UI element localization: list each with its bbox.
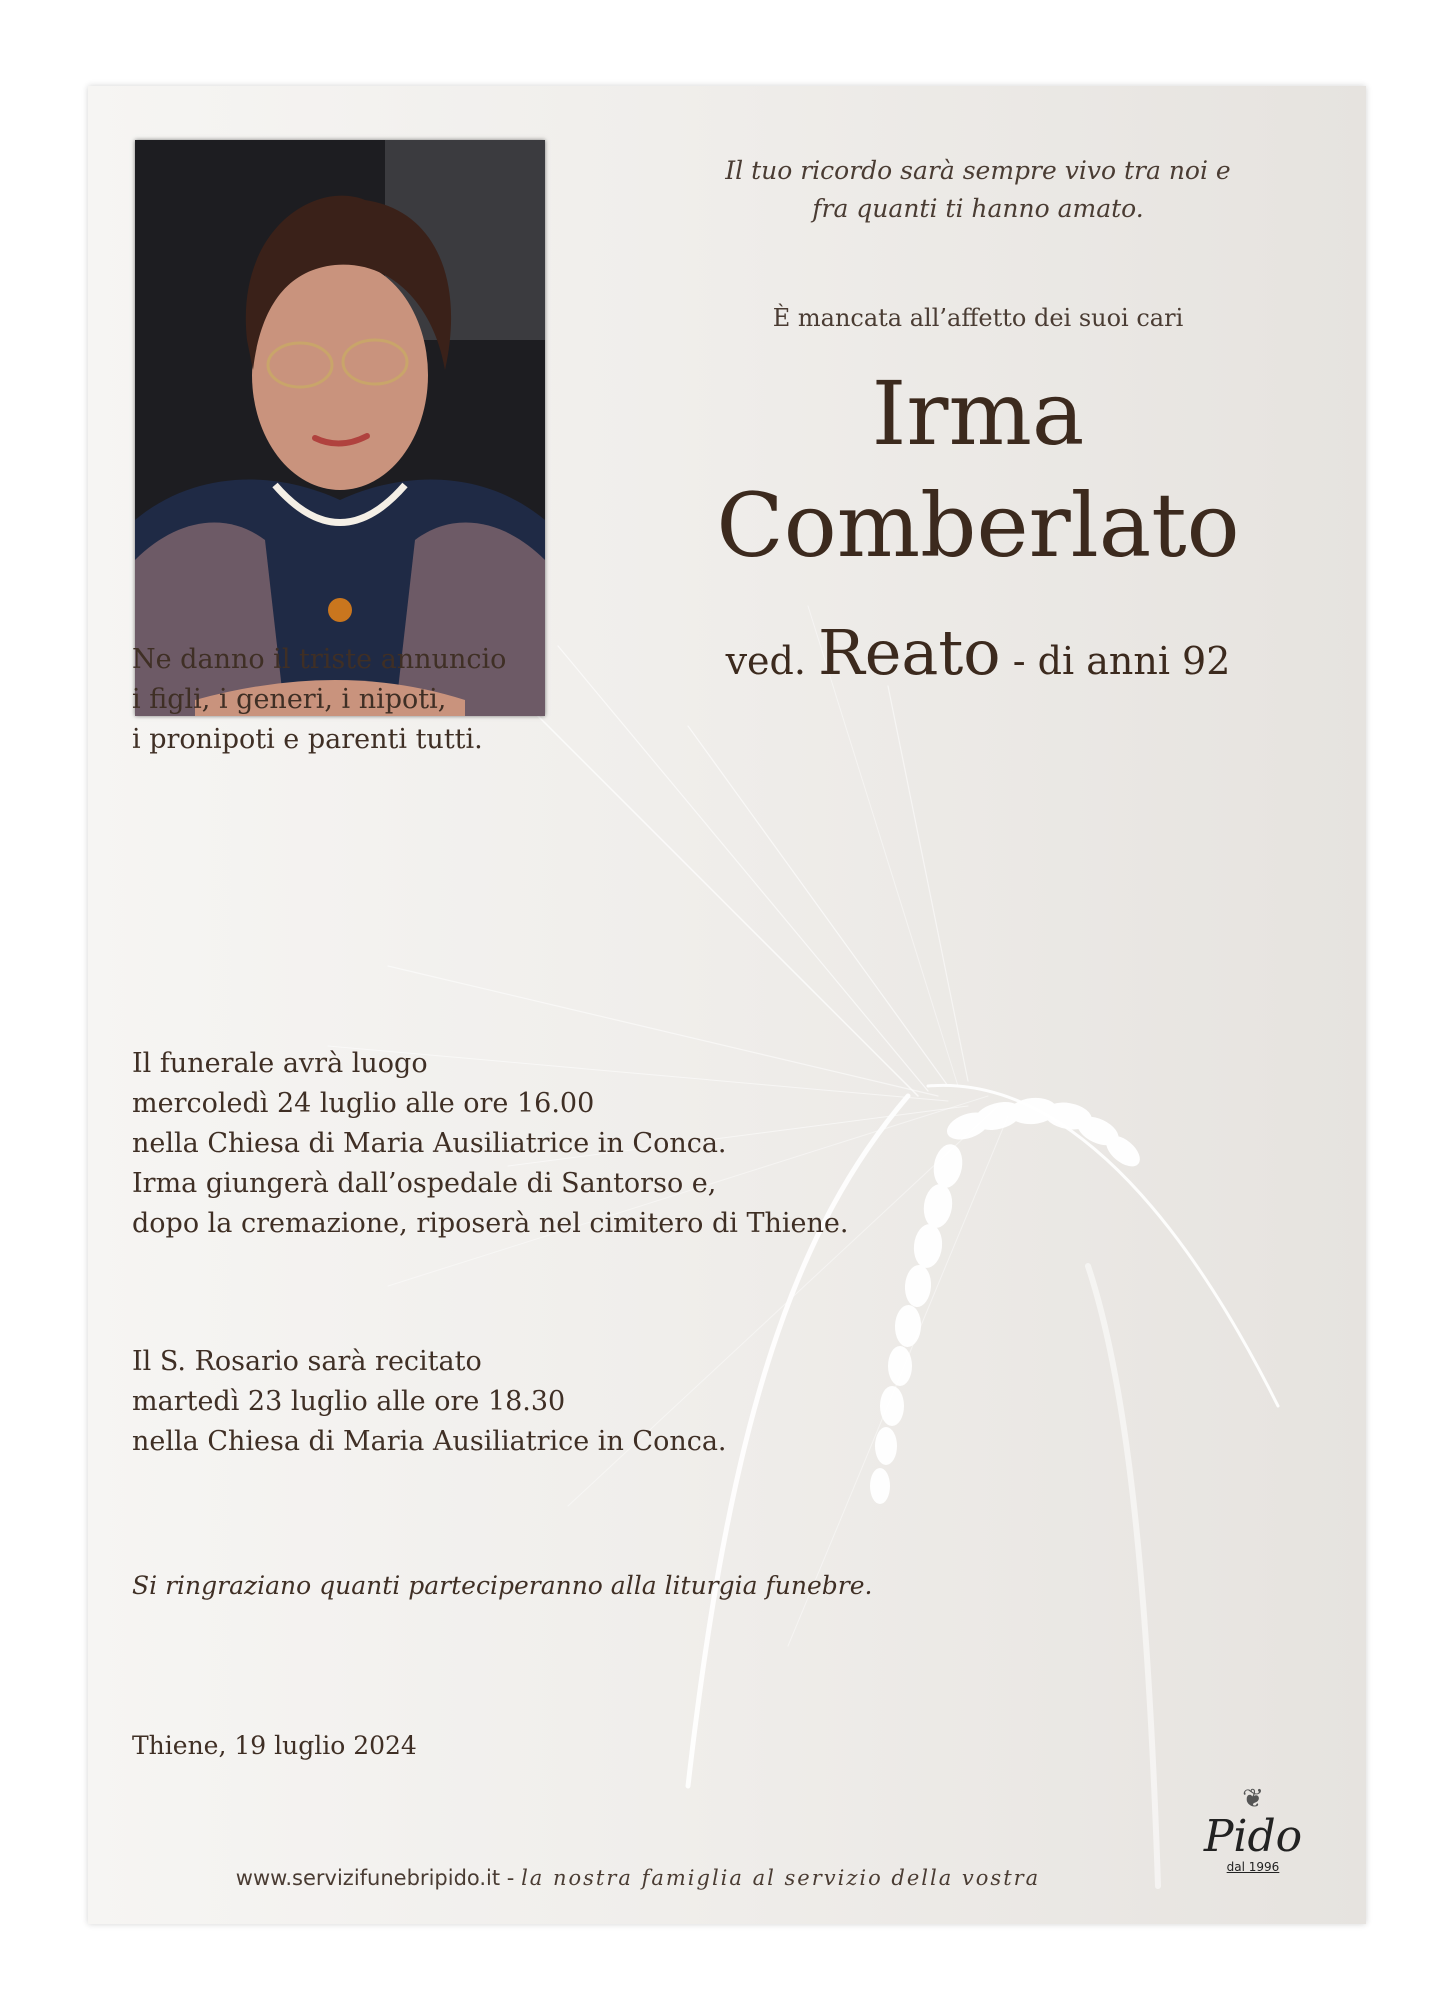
logo-since: dal 1996 [1226, 1860, 1280, 1874]
deceased-last-name: Comberlato [716, 474, 1240, 577]
place-and-date: Thiene, 19 luglio 2024 [132, 1731, 417, 1760]
deceased-subtitle [568, 616, 1366, 689]
mourners-line: Ne danno il triste annuncio [132, 644, 507, 675]
thanks-note: Si ringraziano quanti parteciperanno alla liturgia funebre. [132, 1571, 873, 1600]
rosary-line: martedì 23 luglio alle ore 18.30 [132, 1386, 566, 1417]
funeral-line: Irma giungerà dall’ospedale di Santorso e, [132, 1168, 717, 1199]
pido-logo [1198, 1784, 1308, 1874]
epigraph-quote [648, 152, 1308, 228]
funeral-line: dopo la cremazione, riposerà nel cimitero di Thiene. [132, 1208, 849, 1239]
rosary-line: nella Chiesa di Maria Ausiliatrice in Conca. [132, 1426, 727, 1457]
epigraph-line-1: Il tuo ricordo sarà sempre vivo tra noi e [725, 156, 1231, 185]
footer [188, 1866, 1088, 1890]
footer-motto: la nostra famiglia al servizio della vostra [521, 1866, 1041, 1890]
deceased-first-name: Irma [871, 362, 1085, 465]
rosary-line: Il S. Rosario sarà recitato [132, 1346, 482, 1377]
footer-separator: - [500, 1866, 522, 1890]
deceased-name [588, 358, 1366, 582]
logo-brand: Pido [1203, 1811, 1303, 1862]
deceased-portrait-photo [135, 140, 545, 716]
mourners-line: i figli, i generi, i nipoti, [132, 684, 447, 715]
rosary-paragraph [132, 1342, 727, 1462]
widow-prefix: ved. [725, 639, 806, 683]
announcement-intro: È mancata all’affetto dei suoi cari [772, 304, 1184, 332]
obituary-sheet [88, 86, 1366, 1924]
website-link[interactable]: www.servizifunebripido.it [235, 1866, 501, 1890]
mourners-line: i pronipoti e parenti tutti. [132, 724, 483, 755]
laurel-wreath-icon: ❦ [1242, 1784, 1264, 1814]
funeral-line: Il funerale avrà luogo [132, 1048, 428, 1079]
funeral-line: nella Chiesa di Maria Ausiliatrice in Conca. [132, 1128, 727, 1159]
married-name: Reato [818, 616, 1001, 689]
age-text: - di anni 92 [1012, 639, 1231, 683]
epigraph-line-2: fra quanti ti hanno amato. [812, 194, 1144, 223]
mourners-paragraph [132, 640, 506, 760]
funeral-line: mercoledì 24 luglio alle ore 16.00 [132, 1088, 595, 1119]
funeral-paragraph [132, 1044, 848, 1244]
